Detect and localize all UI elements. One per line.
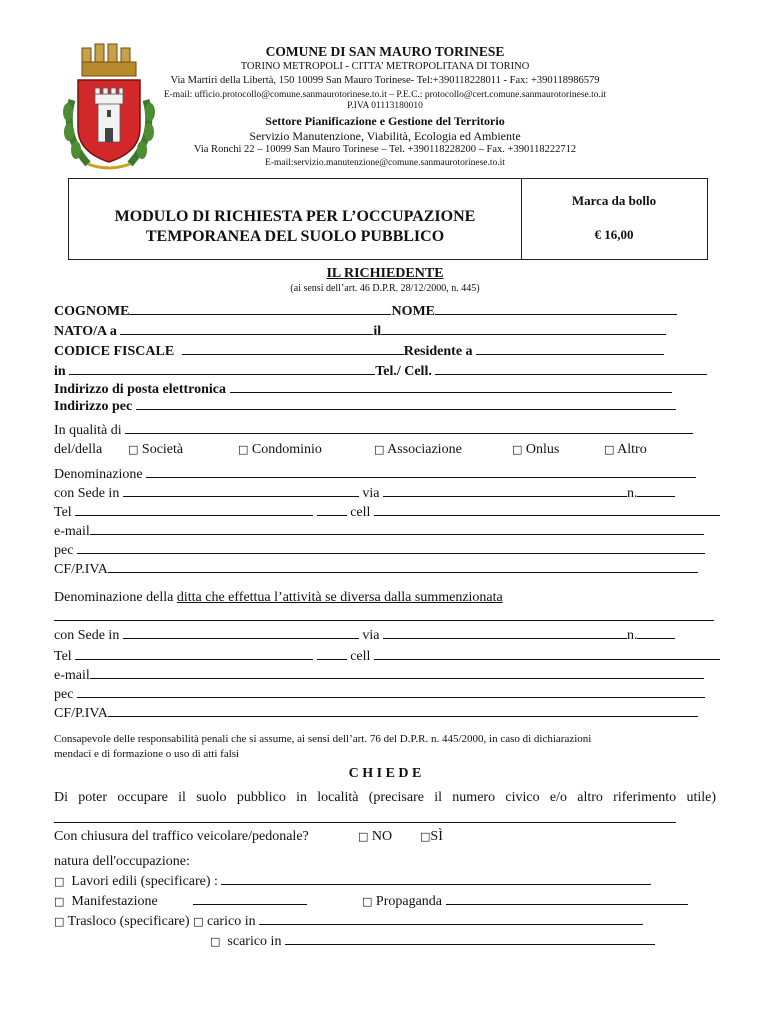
sede-field[interactable] [123, 627, 359, 639]
checkbox-icon[interactable]: □ [512, 443, 523, 456]
row-ditta-email [54, 667, 704, 684]
checkbox-icon[interactable]: □ [238, 443, 249, 456]
tel-field[interactable] [435, 363, 707, 375]
checkbox-icon[interactable]: □ [128, 443, 139, 456]
ditta-cf-field[interactable] [108, 705, 698, 717]
nato-field[interactable] [120, 323, 373, 335]
ditta-email-label: e-mail [54, 668, 90, 683]
row-ditta-tel [54, 648, 720, 665]
checkbox-icon[interactable]: □ [193, 915, 204, 928]
comune-title: COMUNE DI SAN MAURO TORINESE [265, 44, 505, 59]
checkbox-icon[interactable]: □ [210, 935, 221, 948]
email-line: E-mail: ufficio.protocollo@comune.sanmaurotorinese.to.it – P.E.C.: protocollo@cert.comune.sanmaurotorinese.to.it [163, 90, 607, 100]
denominazione-field[interactable] [146, 466, 696, 478]
checkbox-icon[interactable]: □ [604, 443, 615, 456]
tel-field[interactable] [75, 648, 313, 660]
tel-label: Tel [54, 649, 72, 664]
row-email [54, 381, 672, 398]
residente-label: Residente a [403, 344, 473, 359]
manifestazione-label: Manifestazione [71, 894, 158, 909]
ente-cf-field[interactable] [108, 561, 698, 573]
civico-field[interactable] [637, 485, 675, 497]
ente-cf-label: CF/P.IVA [54, 562, 108, 577]
carico-label: carico in [207, 914, 256, 929]
option-propaganda[interactable]: □ Propaganda [362, 893, 688, 910]
cell-label: cell [350, 649, 371, 664]
sede-field[interactable] [123, 485, 359, 497]
trasloco-label: Trasloco (specificare) [67, 914, 190, 929]
ditta-pec-field[interactable] [77, 686, 705, 698]
option-onlus[interactable]: □ Onlus [512, 442, 560, 457]
address-line: Via Martiri della Libertà, 150 10099 San Mauro Torinese- Tel:+390118228011 - Fax: +390118986579 [170, 75, 600, 86]
row-trasloco [54, 913, 643, 930]
pec-field[interactable] [136, 398, 676, 410]
tel-field[interactable] [75, 504, 313, 516]
row-sede [54, 485, 675, 502]
option-no[interactable]: □ NO [358, 829, 393, 844]
metropoli-line: TORINO METROPOLI - CITTA’ METROPOLITANA DI TORINO [240, 61, 530, 72]
scarico-label: scarico in [227, 934, 282, 949]
tel-label: Tel [54, 505, 72, 520]
il-label: il [373, 324, 382, 339]
n-label: n. [626, 628, 638, 643]
servizio-line: Servizio Manutenzione, Viabilità, Ecologia ed Ambiente [249, 129, 521, 143]
cell-field[interactable] [374, 504, 720, 516]
ente-pec-label: pec [54, 543, 74, 558]
email-label: Indirizzo di posta elettronica [54, 382, 227, 397]
richiedente-heading: IL RICHIEDENTE [326, 266, 444, 281]
nome-field[interactable] [435, 303, 677, 315]
row-denominazione [54, 466, 696, 483]
ente-email-label: e-mail [54, 524, 90, 539]
checkbox-icon[interactable]: □ [374, 443, 385, 456]
tel-extra-field[interactable] [317, 648, 347, 660]
sede-label: con Sede in [54, 628, 120, 643]
row-ditta-pec [54, 686, 705, 703]
chiede-heading: C H I E D E [348, 766, 422, 781]
ditta-cf-label: CF/P.IVA [54, 706, 108, 721]
data-nascita-field[interactable] [381, 323, 666, 335]
pec-label: Indirizzo pec [54, 399, 133, 414]
marca-da-bollo-label: Marca da bollo [571, 193, 657, 208]
option-condominio[interactable]: □ Condominio [238, 442, 322, 457]
ditta-pec-label: pec [54, 687, 74, 702]
in-label: in [54, 364, 66, 379]
localita-field[interactable] [54, 822, 676, 823]
row-ditta-cf [54, 705, 698, 722]
ditta-denominazione-field[interactable] [54, 620, 714, 621]
ditta-heading: Denominazione della ditta che effettua l’attività se diversa dalla summenzionata [54, 590, 503, 605]
checkbox-icon[interactable]: □ [54, 895, 65, 908]
row-ditta-sede [54, 627, 675, 644]
importo-bollo: € 16,00 [594, 227, 634, 242]
residente-field[interactable] [476, 343, 664, 355]
checkbox-icon[interactable]: □ [362, 895, 373, 908]
scarico-field[interactable] [285, 933, 655, 945]
via-label: via [362, 486, 380, 501]
row-ente-pec [54, 542, 705, 559]
natura-label: natura dell'occupazione: [54, 854, 190, 869]
checkbox-icon[interactable]: □ [420, 830, 431, 843]
cf-field[interactable] [182, 343, 404, 355]
row-scarico [210, 933, 655, 950]
row-ente-cf [54, 561, 698, 578]
form-title [69, 207, 521, 247]
manifestazione-field[interactable] [193, 893, 307, 905]
email-field[interactable] [230, 381, 672, 393]
form-title-line2: TEMPORANEA DEL SUOLO PUBBLICO [145, 228, 445, 245]
civico-field[interactable] [637, 627, 675, 639]
cognome-field[interactable] [129, 303, 391, 315]
sede-label: con Sede in [54, 486, 120, 501]
cell-field[interactable] [374, 648, 720, 660]
option-societa[interactable]: □ Società [128, 442, 184, 457]
row-qualita [54, 422, 693, 439]
chiede-testo: Di poter occupare il suolo pubblico in località (precisare il numero civico e/o altro riferimento utile) [54, 790, 716, 805]
row-manifestazione [54, 893, 307, 910]
qualita-label: In qualità di [54, 423, 122, 438]
row-tel-cell [54, 504, 720, 521]
option-associazione[interactable]: □ Associazione [374, 442, 462, 457]
cell-label: cell [350, 505, 371, 520]
chiusura-question: Con chiusura del traffico veicolare/pedonale? [54, 829, 309, 844]
in-field[interactable] [69, 363, 375, 375]
qualita-field[interactable] [125, 422, 693, 434]
lavori-label: Lavori edili (specificare) : [71, 874, 218, 889]
nato-label: NATO/A a [54, 324, 117, 339]
settore-line: Settore Pianificazione e Gestione del Territorio [265, 114, 505, 128]
row-ente-email [54, 523, 704, 540]
piva-line: P.IVA 01113180010 [347, 101, 423, 111]
via-field[interactable] [383, 485, 627, 497]
ente-email-field[interactable] [90, 523, 704, 535]
row-cf-residente [54, 343, 664, 360]
row-cognome-nome [54, 303, 677, 320]
title-box [68, 178, 708, 260]
nome-label: NOME [391, 304, 436, 319]
deldella-label: del/della [54, 442, 103, 457]
carico-field[interactable] [259, 913, 643, 925]
checkbox-icon[interactable]: □ [358, 830, 369, 843]
row-in-tel [54, 363, 707, 380]
lavori-field[interactable] [221, 873, 651, 885]
propaganda-field[interactable] [446, 893, 688, 905]
checkbox-icon[interactable]: □ [54, 915, 65, 928]
via-field[interactable] [383, 627, 627, 639]
option-si[interactable]: □SÌ [420, 829, 443, 844]
ditta-email-field[interactable] [90, 667, 704, 679]
tel-label: Tel./ Cell. [375, 364, 432, 379]
option-altro[interactable]: □ Altro [604, 442, 647, 457]
cognome-label: COGNOME [54, 304, 130, 319]
tel-extra-field[interactable] [317, 504, 347, 516]
richiedente-subtitle: (ai sensi dell’art. 46 D.P.R. 28/12/2000, n. 445) [290, 283, 480, 294]
denominazione-label: Denominazione [54, 467, 143, 482]
dichiarazione-text: Consapevole delle responsabilità penali che si assume, ai sensi dell’art. 76 del D.P.R. n. 445/2000, in caso di dichiarazioni mendaci e di formazione o uso di atti falsi [54, 733, 592, 760]
via-ronchi-line: Via Ronchi 22 – 10099 San Mauro Torinese – Tel. +390118228200 – Fax. +390118222712 [193, 144, 577, 155]
row-lavori [54, 873, 651, 890]
email-servizio-line: E-mail:servizio.manutenzione@comune.sanmaurotorinese.to.it [265, 158, 505, 168]
row-nato-il [54, 323, 666, 340]
via-label: via [362, 628, 380, 643]
checkbox-icon[interactable]: □ [54, 875, 65, 888]
form-title-line1: MODULO DI RICHIESTA PER L’OCCUPAZIONE [114, 208, 476, 225]
n-label: n. [626, 486, 638, 501]
cf-label: CODICE FISCALE [54, 344, 175, 359]
ente-pec-field[interactable] [77, 542, 705, 554]
row-pec [54, 398, 676, 415]
